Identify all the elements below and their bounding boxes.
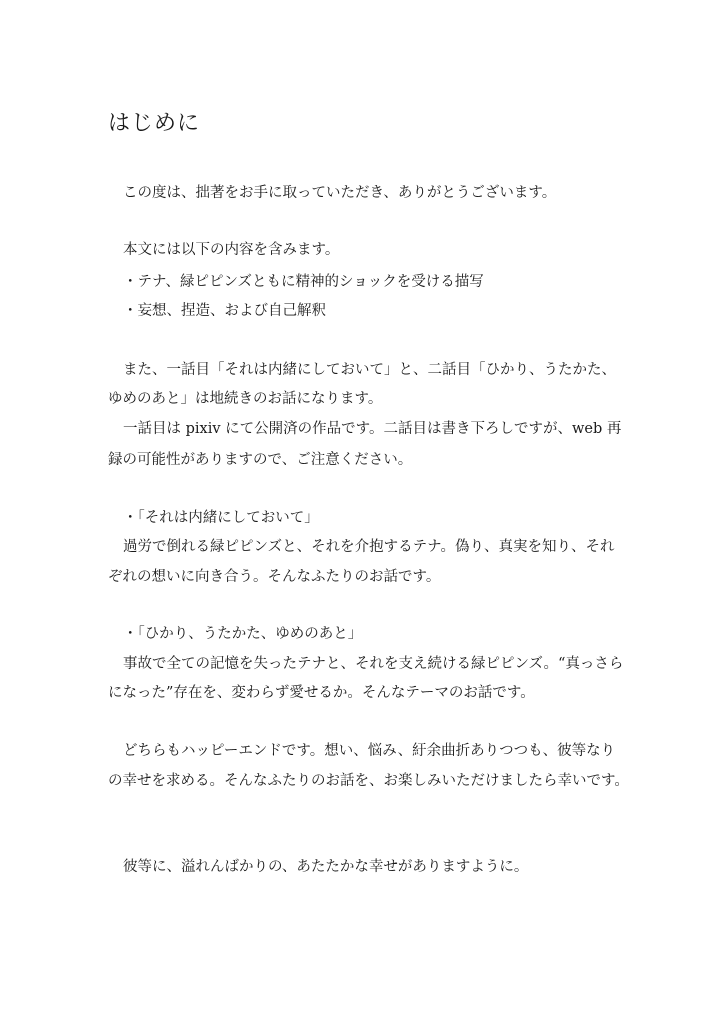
- story-2-heading: ・「ひかり、うたかた、ゆめのあと」: [123, 626, 363, 642]
- greeting-line: この度は、拙著をお手に取っていただき、ありがとうございます。: [123, 185, 557, 201]
- page-title: はじめに: [108, 111, 201, 136]
- story-1-heading: ・「それは内緒にしておいて」: [123, 510, 319, 526]
- closing-paragraph-line: の幸せを求める。そんなふたりのお話を、お楽しみいただけましたら幸いです。: [108, 773, 629, 789]
- story-2-summary-line: になった”存在を、変わらず愛せるか。そんなテーマのお話です。: [108, 685, 535, 701]
- closing-paragraph-line: どちらもハッピーエンドです。想い、悩み、紆余曲折ありつつも、彼等なり: [123, 743, 616, 759]
- paragraph-line: また、一話目「それは内緒にしておいて」と、二話目「ひかり、うたかた、: [123, 362, 616, 378]
- paragraph-line: 録の可能性がありますので、ご注意ください。: [108, 452, 413, 468]
- paragraph-line: 一話目は pixiv にて公開済の作品です。二話目は書き下ろしですが、web 再: [123, 421, 622, 437]
- final-wish-line: 彼等に、溢れんばかりの、あたたかな幸せがありますように。: [123, 859, 529, 875]
- story-2-summary-line: 事故で全ての記憶を失ったテナと、それを支え続ける緑ピピンズ。“真っさら: [123, 656, 624, 672]
- story-1-summary-line: 過労で倒れる緑ピピンズと、それを介抱するテナ。偽り、真実を知り、それ: [123, 539, 615, 555]
- story-1-summary-line: ぞれの想いに向き合う。そんなふたりのお話です。: [108, 569, 441, 585]
- content-bullet-1: ・テナ、緑ピピンズともに精神的ショックを受ける描写: [123, 274, 484, 290]
- paragraph-line: ゆめのあと」は地続きのお話になります。: [108, 391, 383, 407]
- content-intro-line: 本文には以下の内容を含みます。: [123, 242, 340, 258]
- content-bullet-2: ・妄想、捏造、および自己解釈: [123, 303, 326, 319]
